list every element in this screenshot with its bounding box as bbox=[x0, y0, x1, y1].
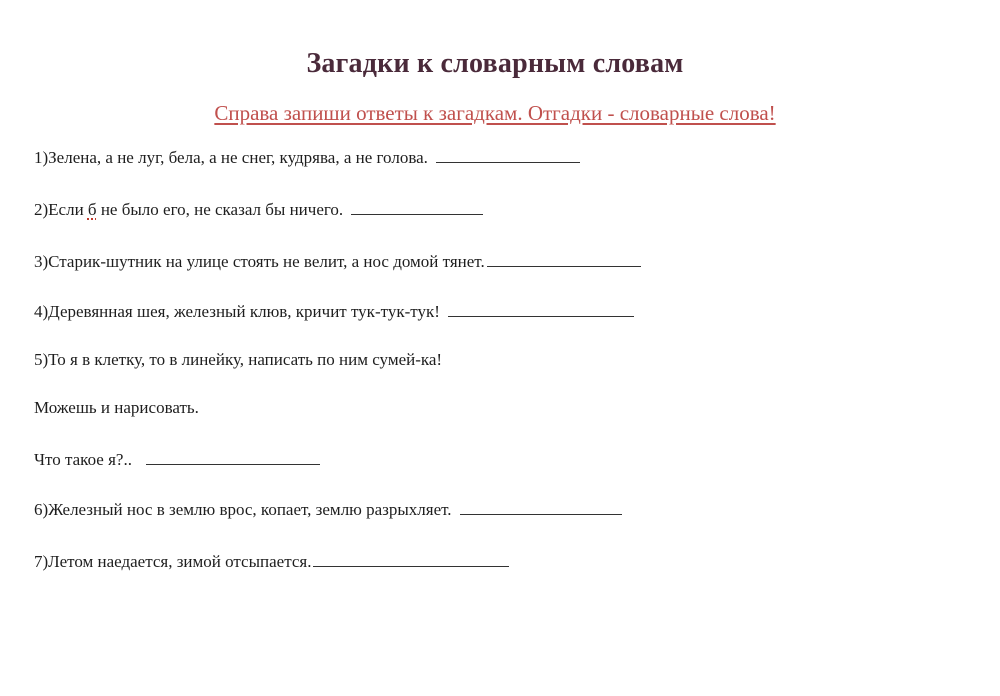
riddle-3 bbox=[34, 252, 641, 272]
riddle-text: 6)Железный нос в землю врос, копает, землю разрыхляет. bbox=[34, 500, 452, 519]
riddle-text: 4)Деревянная шея, железный клюв, кричит тук-тук-тук! bbox=[34, 302, 440, 321]
riddle-4 bbox=[34, 302, 634, 322]
riddle-text: 5)То я в клетку, то в линейку, написать по ним сумей-ка! bbox=[34, 350, 443, 369]
riddle-5-question bbox=[34, 450, 320, 470]
riddle-text-end: не было его, не сказал бы ничего. bbox=[96, 200, 344, 219]
instructions-subtitle: Справа запиши ответы к загадкам. Отгадки - словарные слова! bbox=[214, 101, 776, 125]
riddle-7 bbox=[34, 552, 509, 572]
answer-blank[interactable] bbox=[448, 302, 634, 317]
riddle-text: Что такое я?.. bbox=[34, 450, 132, 469]
riddle-2 bbox=[34, 200, 483, 220]
answer-blank[interactable] bbox=[146, 450, 320, 465]
answer-blank[interactable] bbox=[487, 252, 641, 267]
spellcheck-marked-word: б bbox=[87, 200, 97, 219]
answer-blank[interactable] bbox=[460, 500, 622, 515]
riddle-text: 7)Летом наедается, зимой отсыпается. bbox=[34, 552, 312, 571]
answer-blank[interactable] bbox=[313, 552, 509, 567]
answer-blank[interactable] bbox=[351, 200, 483, 215]
riddle-5 bbox=[34, 350, 442, 370]
page-title: Загадки к словарным словам bbox=[306, 48, 684, 79]
riddle-text-start: 2)Если bbox=[34, 200, 88, 219]
riddle-text: 3)Старик-шутник на улице стоять не велит, а нос домой тянет. bbox=[34, 252, 485, 271]
riddle-1 bbox=[34, 148, 580, 168]
riddle-text: Можешь и нарисовать. bbox=[34, 398, 199, 417]
riddle-text: 1)Зелена, а не луг, бела, а не снег, кудрява, а не голова. bbox=[34, 148, 428, 167]
riddle-5-continuation bbox=[34, 398, 199, 418]
answer-blank[interactable] bbox=[436, 148, 580, 163]
riddle-6 bbox=[34, 500, 622, 520]
